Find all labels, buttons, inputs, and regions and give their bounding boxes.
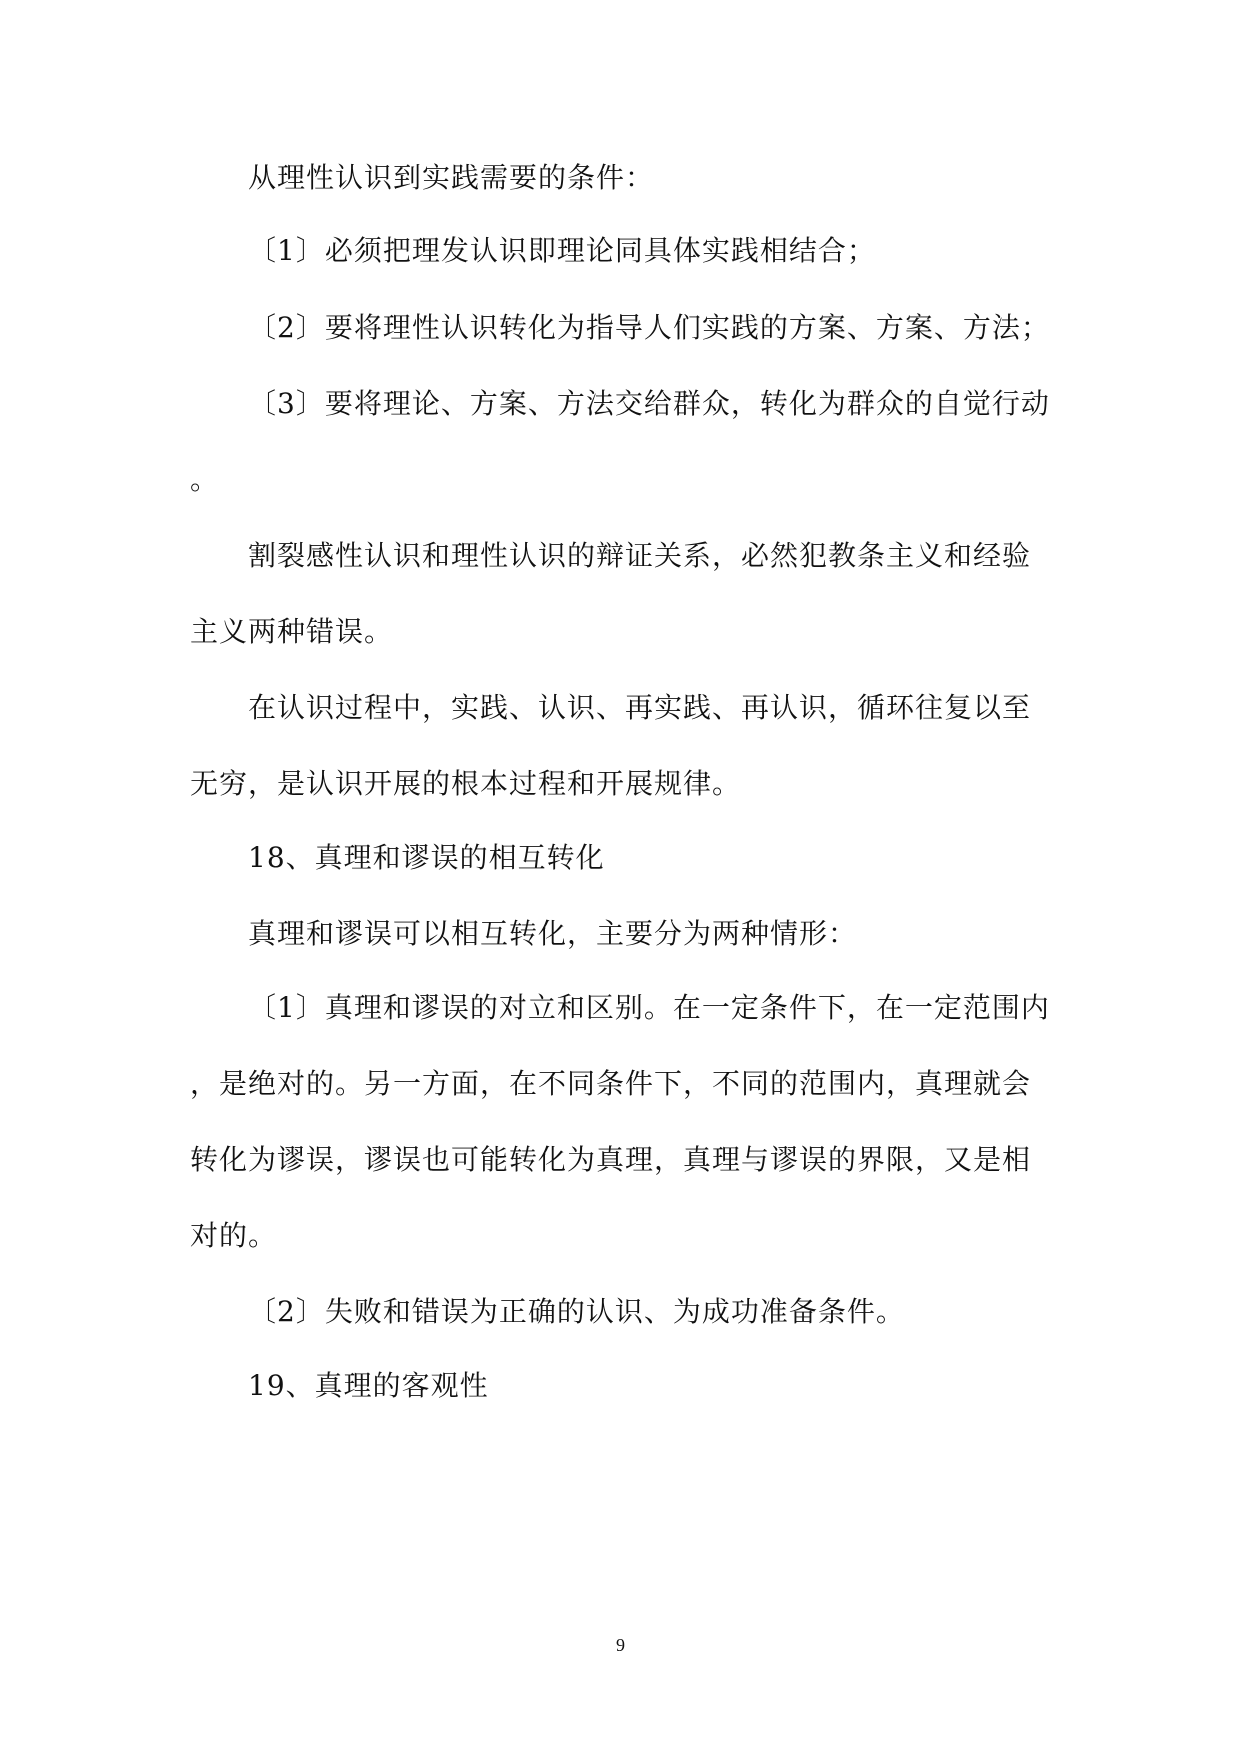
text-line: 从理性认识到实践需要的条件： [248,161,655,194]
text-line: 〔1〕必须把理发认识即理论同具体实践相结合； [248,234,876,267]
text-line: ，是绝对的。另一方面，在不同条件下，不同的范围内，真理就会 [190,1067,1032,1100]
text-line: 转化为谬误，谬误也可能转化为真理，真理与谬误的界限，又是相 [190,1143,1032,1176]
text-line: 〔3〕要将理论、方案、方法交给群众，转化为群众的自觉行动 [248,387,1050,420]
page-number: 9 [616,1635,625,1655]
section-heading: 18、真理和谬误的相互转化 [248,841,605,874]
text-line: 。 [190,463,220,496]
text-line: 〔1〕真理和谬误的对立和区别。在一定条件下，在一定范围内 [248,991,1050,1024]
text-line: 对的。 [190,1219,278,1252]
text-line: 主义两种错误。 [190,615,394,648]
text-line: 〔2〕要将理性认识转化为指导人们实践的方案、方案、方法； [248,311,1050,344]
section-heading: 19、真理的客观性 [248,1369,489,1402]
text-line: 无穷，是认识开展的根本过程和开展规律。 [190,767,742,800]
text-line: 在认识过程中，实践、认识、再实践、再认识，循环往复以至 [248,691,1032,724]
text-line: 真理和谬误可以相互转化，主要分为两种情形： [248,917,858,950]
text-line: 割裂感性认识和理性认识的辩证关系，必然犯教条主义和经验 [248,539,1032,572]
text-line: 〔2〕失败和错误为正确的认识、为成功准备条件。 [248,1295,905,1328]
